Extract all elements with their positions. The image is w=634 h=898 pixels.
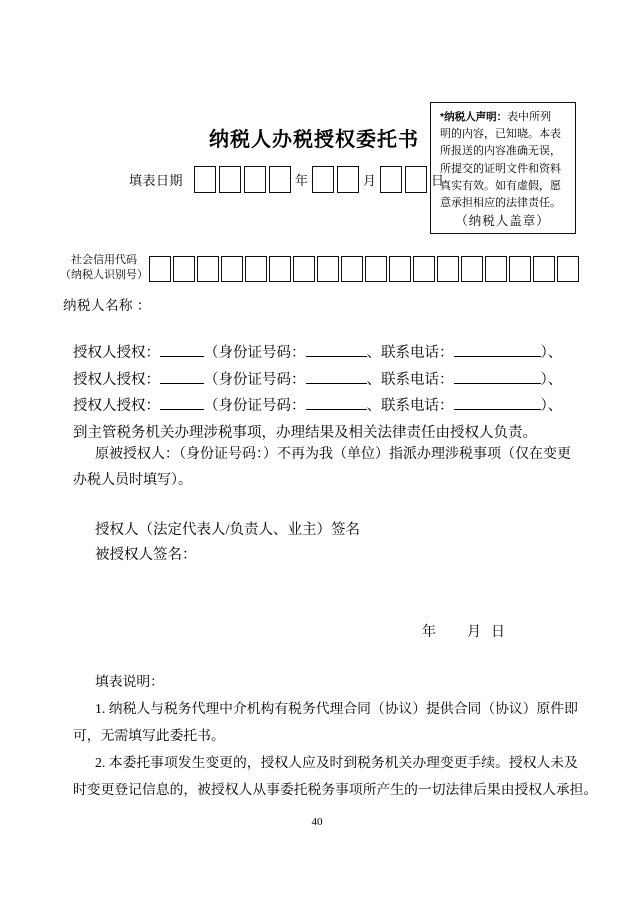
char-box bbox=[149, 256, 171, 282]
char-box bbox=[337, 166, 359, 193]
original-authorized-line: 原被授权人：（身份证号码：）不再为我（单位）指派办理涉税事项（仅在变更 bbox=[95, 447, 571, 462]
declaration-heading: *纳税人声明： bbox=[440, 111, 508, 123]
instruction-item-2-line: 时变更登记信息的，被授权人从事委托税务事项所产生的一切法律后果由授权人承担。 bbox=[73, 782, 598, 797]
id-number-label: （身份证号码： bbox=[204, 398, 306, 414]
blank-id-number bbox=[306, 380, 367, 384]
blank-phone-number bbox=[454, 380, 541, 384]
month-box-group bbox=[312, 166, 359, 193]
char-box bbox=[557, 256, 579, 282]
char-box bbox=[413, 256, 435, 282]
sign-date-month-label: 月 bbox=[467, 625, 481, 640]
char-box bbox=[405, 166, 427, 193]
blank-authorized-name bbox=[160, 380, 204, 384]
char-box bbox=[173, 256, 195, 282]
char-box bbox=[509, 256, 531, 282]
phone-label: 、联系电话： bbox=[366, 345, 454, 361]
char-box bbox=[317, 256, 339, 282]
char-box bbox=[312, 166, 334, 193]
line-suffix: ）、 bbox=[540, 371, 563, 388]
instruction-item-1-line: 1. 纳税人与税务代理中介机构有税务代理合同（协议）提供合同（协议）原件即 bbox=[95, 701, 578, 716]
authorization-closing: 到主管税务机关办理涉税事项，办理结果及相关法律责任由授权人负责。 bbox=[73, 424, 537, 441]
char-box bbox=[293, 256, 315, 282]
char-box bbox=[244, 166, 266, 193]
sign-date-year-label: 年 bbox=[422, 625, 436, 640]
blank-id-number bbox=[306, 406, 367, 410]
line-suffix: ）、 bbox=[540, 345, 563, 361]
year-box-group bbox=[194, 166, 291, 193]
authorizer-prefix: 授权人授权： bbox=[73, 371, 160, 388]
char-box bbox=[461, 256, 483, 282]
char-box bbox=[485, 256, 507, 282]
page-number: 40 bbox=[311, 816, 323, 828]
sign-date-day-label: 日 bbox=[491, 625, 505, 640]
fill-date-row bbox=[129, 166, 448, 193]
authorized-signature-label: 被授权人签名： bbox=[95, 547, 197, 563]
char-box bbox=[380, 166, 402, 193]
blank-phone-number bbox=[454, 406, 541, 410]
declaration-text: 表中所列 bbox=[507, 111, 552, 123]
blank-phone-number bbox=[454, 353, 541, 357]
line-suffix: ）、 bbox=[540, 398, 563, 414]
instructions-section bbox=[73, 668, 597, 803]
char-box bbox=[269, 256, 291, 282]
char-box bbox=[197, 256, 219, 282]
signature-section bbox=[95, 518, 360, 568]
credit-code-label bbox=[59, 253, 149, 282]
phone-label: 、联系电话： bbox=[366, 371, 454, 388]
char-box bbox=[365, 256, 387, 282]
taxpayer-seal-note: （纳税人盖章） bbox=[455, 214, 550, 229]
declaration-line: 明的内容，已知晓。本表 bbox=[440, 128, 561, 141]
authorization-line bbox=[73, 393, 562, 420]
day-box-group bbox=[380, 166, 427, 193]
authorizer-prefix: 授权人授权： bbox=[73, 398, 160, 414]
original-authorized-note bbox=[73, 442, 571, 493]
declaration-line: 意承担相应的法律责任。 bbox=[440, 197, 561, 210]
fill-date-label: 填表日期 bbox=[129, 173, 184, 188]
authorization-line bbox=[73, 367, 562, 394]
char-box bbox=[437, 256, 459, 282]
blank-authorized-name bbox=[160, 406, 204, 410]
char-box bbox=[221, 256, 243, 282]
blank-authorized-name bbox=[160, 353, 204, 357]
char-box bbox=[533, 256, 555, 282]
instructions-heading: 填表说明： bbox=[95, 674, 164, 689]
credit-code-label-line2: （纳税人识别号） bbox=[60, 268, 148, 281]
original-authorized-line: 办税人员时填写）。 bbox=[73, 472, 192, 488]
taxpayer-name-label: 纳税人名称 ： bbox=[63, 298, 151, 313]
declaration-line: 真实有效。如有虚假，愿 bbox=[440, 179, 561, 192]
page-title: 纳税人办税授权委托书 bbox=[209, 129, 419, 151]
char-box bbox=[389, 256, 411, 282]
id-number-label: （身份证号码： bbox=[204, 345, 306, 361]
year-unit-label: 年 bbox=[295, 173, 309, 188]
id-number-label: （身份证号码： bbox=[204, 371, 306, 388]
credit-code-label-line1: 社会信用代码 bbox=[71, 254, 137, 266]
instruction-item-2-line: 2. 本委托事项发生变更的，授权人应及时到税务机关办理变更手续。授权人未及 bbox=[95, 755, 578, 770]
day-unit-label: 日 bbox=[431, 173, 445, 188]
declaration-line bbox=[440, 109, 565, 126]
char-box bbox=[194, 166, 216, 193]
instruction-item-1-line: 可，无需填写此委托书。 bbox=[73, 728, 225, 743]
authorizer-prefix: 授权人授权： bbox=[73, 345, 160, 361]
char-box bbox=[245, 256, 267, 282]
authorization-line bbox=[73, 340, 562, 367]
taxpayer-declaration-box bbox=[430, 102, 576, 234]
month-unit-label: 月 bbox=[363, 173, 377, 188]
credit-code-box-group bbox=[149, 256, 579, 282]
authorization-section bbox=[73, 340, 562, 446]
char-box bbox=[341, 256, 363, 282]
char-box bbox=[219, 166, 241, 193]
authorizer-signature-label: 授权人（法定代表人/负责人、业主）签名 bbox=[95, 522, 361, 538]
declaration-line: 所提交的证明文件和资料 bbox=[440, 162, 561, 175]
declaration-line: 所报送的内容准确无误， bbox=[440, 145, 561, 158]
char-box bbox=[269, 166, 291, 193]
blank-id-number bbox=[306, 353, 367, 357]
sign-date-line bbox=[422, 621, 505, 641]
phone-label: 、联系电话： bbox=[366, 398, 454, 414]
